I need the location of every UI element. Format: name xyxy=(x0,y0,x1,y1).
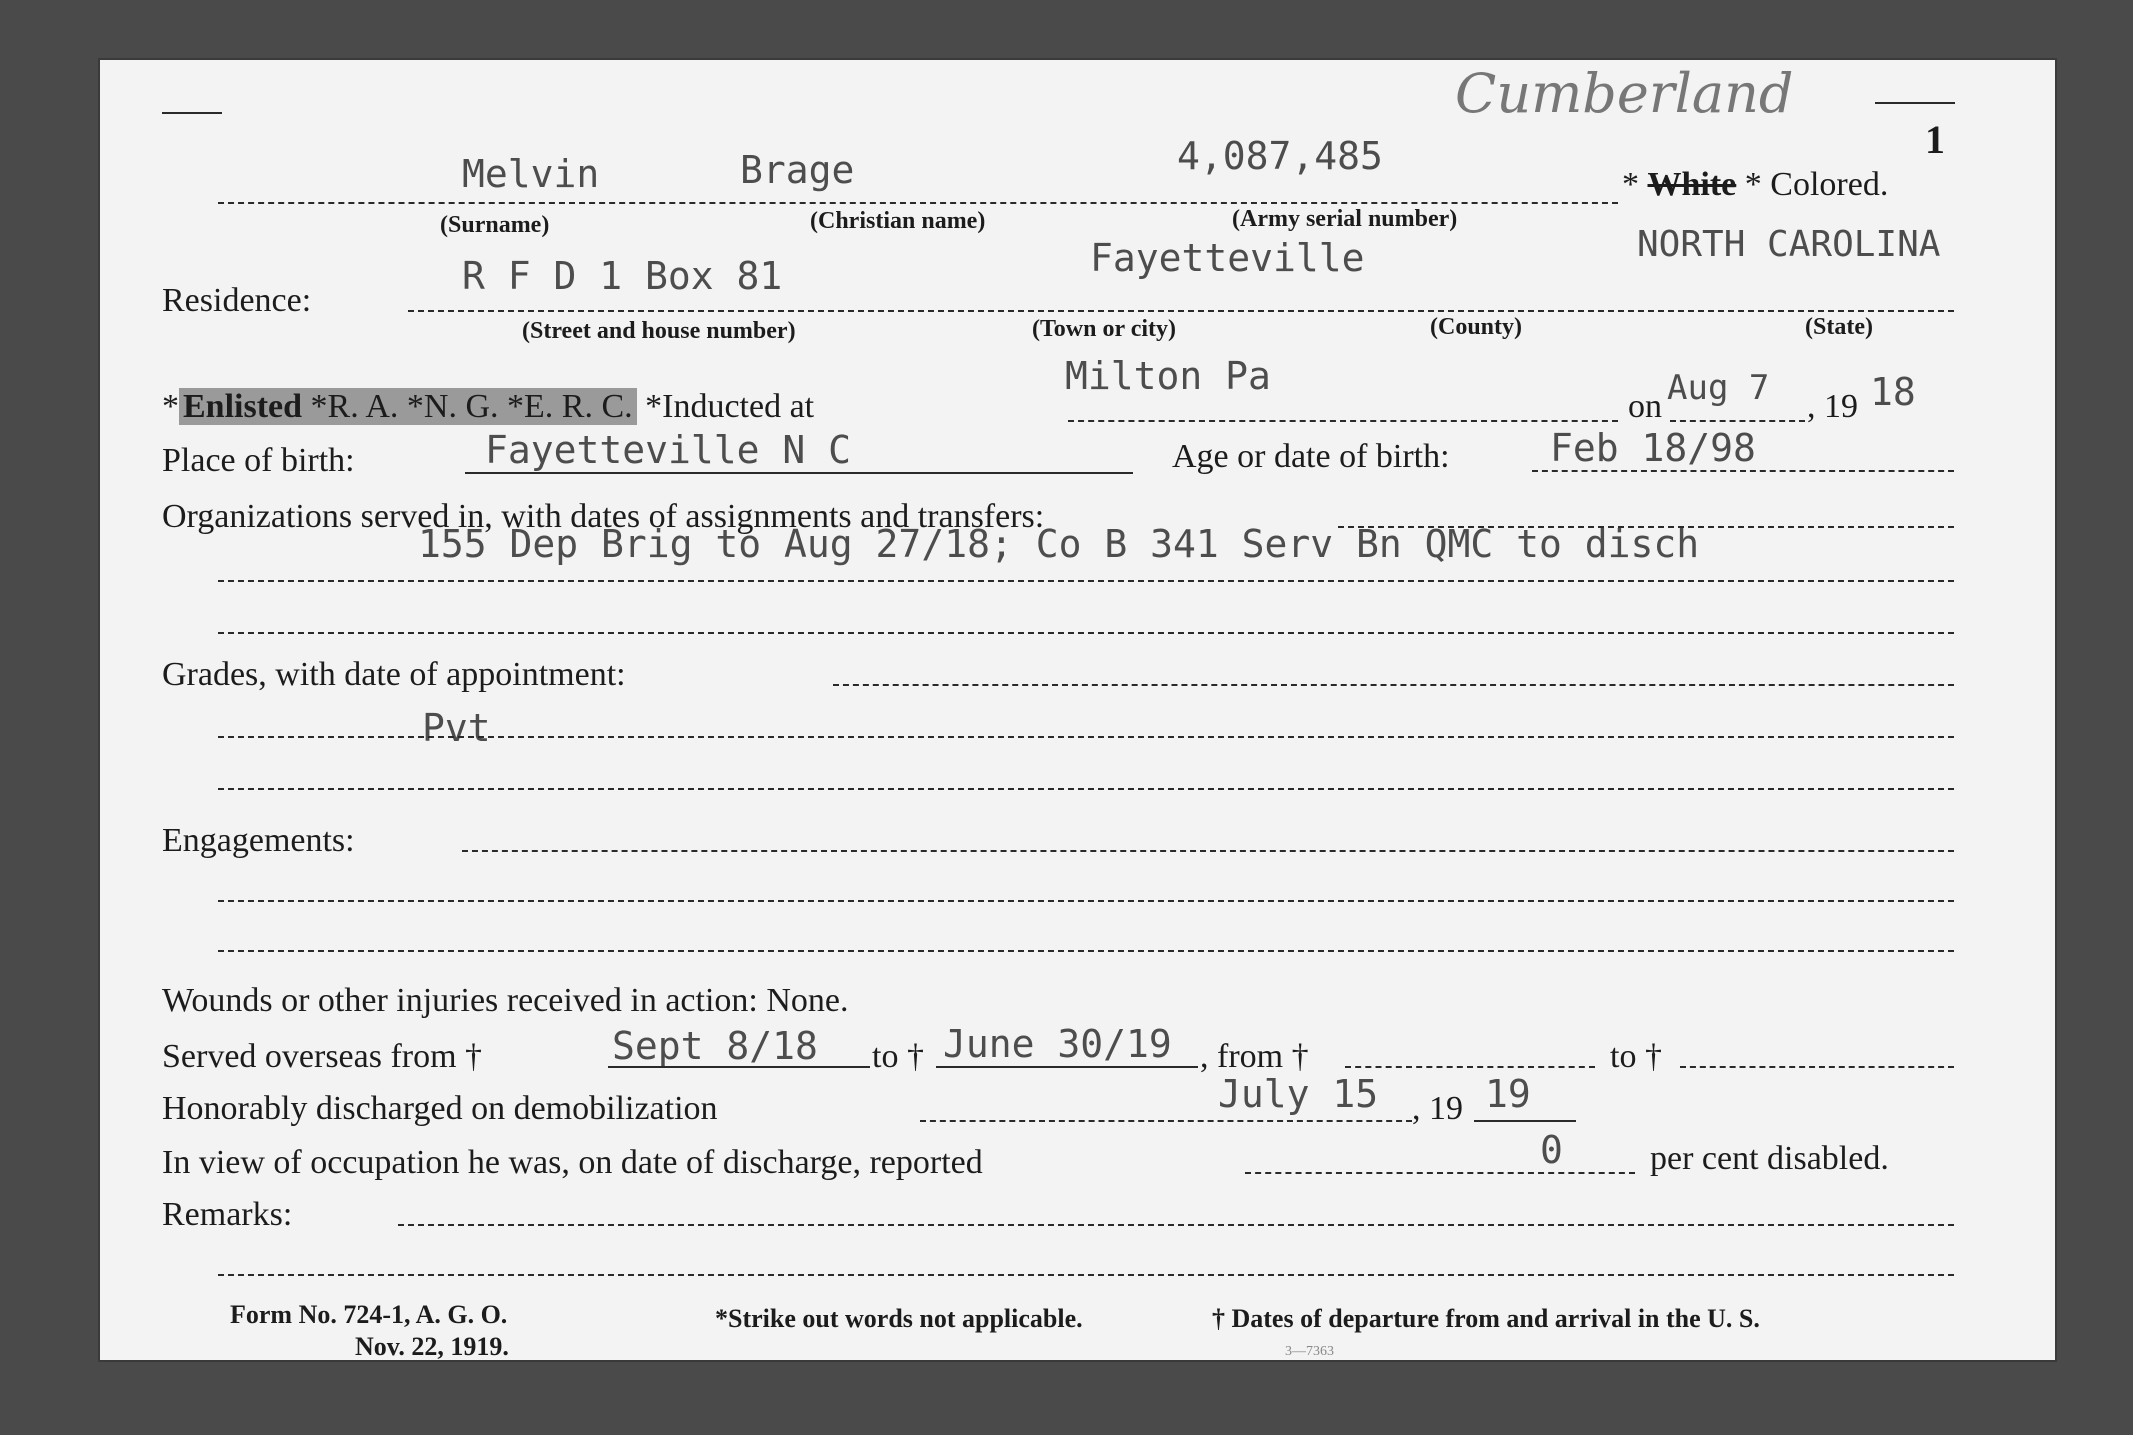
overseas-from-value: Sept 8/18 xyxy=(612,1024,818,1068)
discharge-label: Honorably discharged on demobilization xyxy=(162,1090,718,1127)
inducted-place-line xyxy=(1068,420,1618,422)
from-line xyxy=(1345,1066,1595,1068)
discharge-year-prefix: , 19 xyxy=(1412,1090,1463,1127)
birth-date-line xyxy=(1532,470,1954,472)
year-prefix: , 19 xyxy=(1807,388,1858,425)
caption-town: (Town or city) xyxy=(1032,316,1176,342)
remarks-line-1 xyxy=(218,1274,1954,1276)
engagements-line-1 xyxy=(218,900,1954,902)
surname-value: Melvin xyxy=(462,152,600,196)
race-field: * White * Colored. xyxy=(1622,166,1889,203)
birth-date-value: Feb 18/98 xyxy=(1550,426,1756,470)
discharge-date-value: July 15 xyxy=(1218,1072,1379,1116)
caption-serial-number: (Army serial number) xyxy=(1232,206,1458,232)
caption-street: (Street and house number) xyxy=(522,318,796,344)
organizations-value: 155 Dep Brig to Aug 27/18; Co B 341 Serv Bn QMC to disch xyxy=(418,522,1700,566)
discharge-date-line xyxy=(920,1120,1412,1122)
overseas-from-line xyxy=(608,1066,870,1068)
inducted-label: *Inducted at xyxy=(645,388,815,425)
overseas-to-label: to † xyxy=(872,1038,924,1075)
engagements-label: Engagements: xyxy=(162,822,355,859)
caption-surname: (Surname) xyxy=(440,212,550,238)
organizations-label: Organizations served in, with dates of assignments and transfers: xyxy=(162,498,1045,535)
street-value: R F D 1 Box 81 xyxy=(462,254,783,298)
disability-suffix: per cent disabled. xyxy=(1650,1140,1889,1177)
service-record-card xyxy=(100,60,2055,1360)
card-number-rule xyxy=(1875,102,1955,104)
inducted-date-line xyxy=(1670,420,1805,422)
to-line-2 xyxy=(1680,1066,1954,1068)
wounds-label: Wounds or other injuries received in action: None. xyxy=(162,982,849,1019)
birth-place-label: Place of birth: xyxy=(162,442,355,479)
on-label: on xyxy=(1628,388,1662,425)
race-colored: Colored. xyxy=(1770,166,1889,203)
caption-christian-name: (Christian name) xyxy=(810,208,986,234)
inducted-place-value: Milton Pa xyxy=(1065,354,1271,398)
town-value: Fayetteville xyxy=(1090,236,1365,280)
disability-label: In view of occupation he was, on date of discharge, reported xyxy=(162,1144,983,1181)
age-label: Age or date of birth: xyxy=(1172,438,1450,475)
overseas-to-value: June 30/19 xyxy=(943,1022,1172,1066)
organizations-line-1 xyxy=(218,580,1954,582)
overseas-label: Served overseas from † xyxy=(162,1038,483,1075)
engagements-line-0 xyxy=(462,850,1954,852)
discharge-year-value: 19 xyxy=(1485,1072,1531,1116)
grades-line-1 xyxy=(218,736,1954,738)
state-value: NORTH CAROLINA xyxy=(1637,224,1941,265)
remarks-label: Remarks: xyxy=(162,1196,293,1233)
residence-label: Residence: xyxy=(162,282,312,319)
christian-name-value: Brage xyxy=(740,148,855,192)
disability-value: 0 xyxy=(1540,1128,1563,1172)
form-date: Nov. 22, 1919. xyxy=(355,1332,509,1361)
inducted-year-value: 18 xyxy=(1870,370,1916,414)
grades-label: Grades, with date of appointment: xyxy=(162,656,626,693)
inducted-date-value: Aug 7 xyxy=(1667,368,1770,408)
remarks-line-0 xyxy=(398,1224,1954,1226)
print-code: 3—7363 xyxy=(1285,1344,1334,1359)
engagements-line-2 xyxy=(218,950,1954,952)
birth-place-value: Fayetteville N C xyxy=(485,428,852,472)
overseas-to-line xyxy=(936,1066,1198,1068)
dates-note: † Dates of departure from and arrival in the U. S. xyxy=(1212,1304,1760,1333)
top-left-rule xyxy=(162,112,222,114)
county-handwritten: Cumberland xyxy=(1455,62,1794,125)
enlisted-highlight: Enlisted *R. A. *N. G. *E. R. C. xyxy=(179,388,637,425)
grades-line-2 xyxy=(218,788,1954,790)
to-label-2: to † xyxy=(1610,1038,1662,1075)
residence-line xyxy=(408,310,1954,312)
card-number: 1 xyxy=(1925,117,1945,162)
race-white-struck: White xyxy=(1647,166,1737,203)
serial-number-value: 4,087,485 xyxy=(1177,134,1383,178)
caption-state: (State) xyxy=(1805,314,1873,340)
from-label: , from † xyxy=(1200,1038,1309,1075)
birth-place-line xyxy=(465,472,1133,474)
enlistment-field: * Enlisted *R. A. *N. G. *E. R. C. *Inducted at xyxy=(162,388,815,425)
disability-line xyxy=(1245,1172,1635,1174)
grades-line-0 xyxy=(833,684,1954,686)
form-number: Form No. 724-1, A. G. O. xyxy=(230,1300,508,1329)
caption-county: (County) xyxy=(1430,314,1523,340)
grade-value: Pvt xyxy=(422,706,491,750)
discharge-year-line xyxy=(1474,1120,1576,1122)
organizations-line-2 xyxy=(218,632,1954,634)
name-line xyxy=(218,202,1618,204)
strike-note: *Strike out words not applicable. xyxy=(715,1304,1083,1333)
